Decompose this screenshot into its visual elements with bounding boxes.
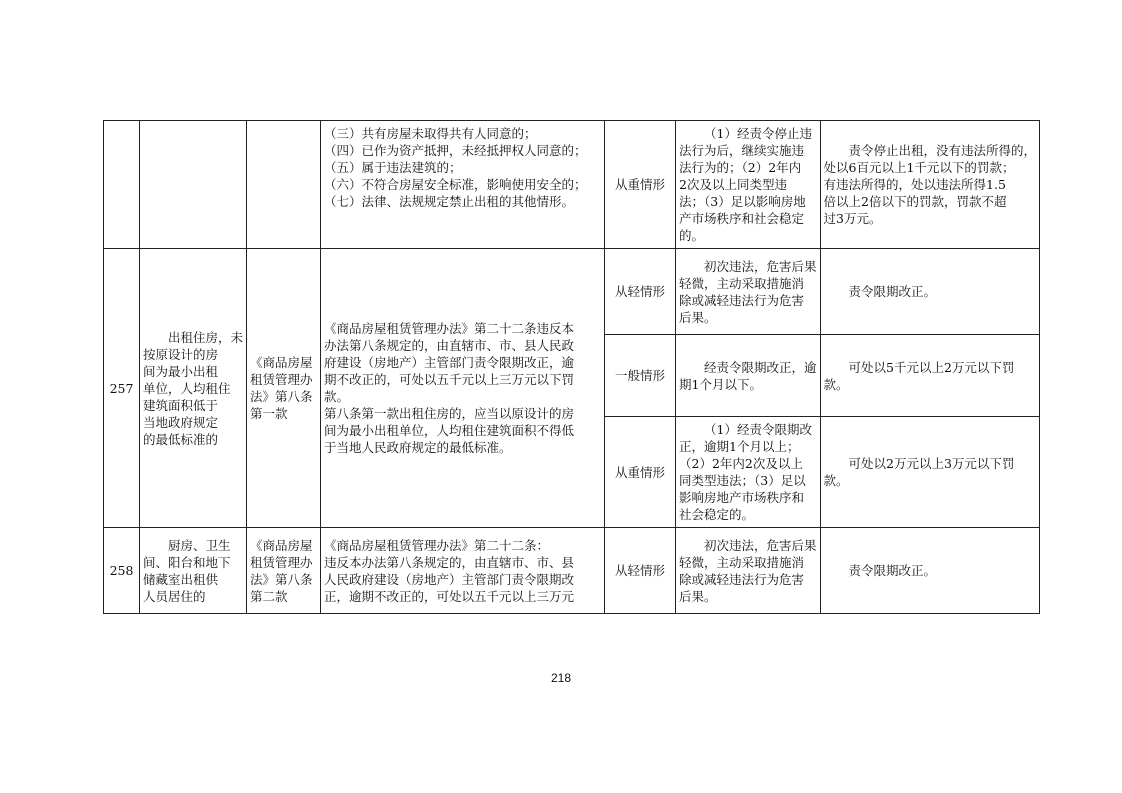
penalty-cell <box>820 249 1040 335</box>
legal-basis-cell <box>247 121 321 249</box>
violation-cell <box>140 121 247 249</box>
law-text-line: 间为最小出租单位，人均租住建筑面积不得低 <box>324 423 575 438</box>
basis-line: 法》第八条 <box>250 389 313 404</box>
penalty-line: 过3万元。 <box>823 211 882 226</box>
item-number-cell: 257 <box>104 249 140 528</box>
condition-line: 初次违法，危害后果 <box>704 258 817 274</box>
basis-line: 法》第八条 <box>250 571 313 587</box>
violation-line: 厨房、卫生 <box>168 537 231 553</box>
circumstance-condition-cell <box>676 335 821 417</box>
law-text-cell <box>321 121 605 249</box>
law-text-line: 款。 <box>324 389 350 404</box>
condition-line: 期1个月以下。 <box>679 376 762 392</box>
violation-cell <box>140 249 247 528</box>
circumstance-condition-cell <box>676 417 821 528</box>
law-text-line: （四）已作为资产抵押，未经抵押权人同意的； <box>324 143 587 158</box>
penalty-cell <box>820 417 1040 528</box>
penalty-cell <box>820 528 1040 614</box>
condition-line: 社会稳定的。 <box>679 507 755 522</box>
violation-line: 建筑面积低于 <box>143 397 219 413</box>
law-text-line: 府建设（房地产）主管部门责令限期改正，逾 <box>324 355 575 370</box>
condition-line: 后果。 <box>679 588 717 604</box>
violation-line: 按原设计的房 <box>143 346 219 362</box>
law-text-line: 《商品房屋租赁管理办法》第二十二条违反本 <box>324 321 575 336</box>
condition-line: 轻微，主动采取措施消 <box>679 554 805 570</box>
violation-cell <box>140 528 247 614</box>
circumstance-level-cell: 从重情形 <box>605 417 676 528</box>
penalty-line: 处以6百元以上1千元以下的罚款； <box>823 160 1015 175</box>
law-text-line: （三）共有房屋未取得共有人同意的； <box>324 126 537 141</box>
penalty-line: 责令停止出租，没有违法所得的， <box>848 143 1037 158</box>
penalty-line: 款。 <box>823 473 849 488</box>
table-row <box>104 249 1040 335</box>
basis-line: 《商品房屋 <box>250 537 313 553</box>
legal-basis-cell <box>247 528 321 614</box>
legal-basis-cell <box>247 249 321 528</box>
condition-line: 2次及以上同类型违 <box>679 177 787 192</box>
law-text-line: （六）不符合房屋安全标准，影响使用安全的； <box>324 177 587 192</box>
violation-line: 的最低标准的 <box>143 431 219 447</box>
violation-line: 间、阳台和地下 <box>143 554 231 570</box>
condition-line: 同类型违法；（3）足以 <box>679 473 806 488</box>
circumstance-condition-cell <box>676 249 821 335</box>
condition-line: （1）经责令停止违 <box>704 126 812 141</box>
penalty-standards-table <box>103 120 1040 614</box>
law-text-line: （七）法律、法规规定禁止出租的其他情形。 <box>324 194 575 209</box>
law-text-line: 人民政府建设（房地产）主管部门责令限期改 <box>324 571 575 587</box>
violation-line: 间为最小出租 <box>143 363 219 379</box>
condition-line: 初次违法，危害后果 <box>704 537 817 553</box>
condition-line: 产市场秩序和社会稳定 <box>679 211 805 226</box>
condition-line: （2）2年内2次及以上 <box>679 456 803 471</box>
law-text-line: 第八条第一款出租住房的，应当以原设计的房 <box>324 406 575 421</box>
law-text-line: 办法第八条规定的，由直辖市、市、县人民政 <box>324 338 575 353</box>
violation-line: 储藏室出租供 <box>143 571 219 587</box>
violation-line: 人员居住的 <box>143 588 206 604</box>
condition-line: 轻微，主动采取措施消 <box>679 275 805 291</box>
penalty-line: 责令限期改正。 <box>848 284 937 299</box>
circumstance-condition-cell <box>676 528 821 614</box>
law-text-line: 于当地人民政府规定的最低标准。 <box>324 440 512 455</box>
condition-line: 影响房地产市场秩序和 <box>679 490 805 505</box>
penalty-cell <box>820 121 1040 249</box>
condition-line: 的。 <box>679 228 705 243</box>
law-text-line: 正，逾期不改正的，可处以五千元以上三万元 <box>324 588 575 604</box>
page-number: 218 <box>550 671 572 685</box>
basis-line: 第一款 <box>250 406 288 421</box>
item-number-cell <box>104 121 140 249</box>
violation-line: 当地政府规定 <box>143 414 219 430</box>
penalty-line: 责令限期改正。 <box>848 563 937 578</box>
penalty-line: 倍以上2倍以下的罚款，罚款不超 <box>823 194 1007 209</box>
law-text-line: 违反本办法第八条规定的，由直辖市、市、县 <box>324 554 575 570</box>
violation-line: 单位，人均租住 <box>143 380 231 396</box>
item-number-cell: 258 <box>104 528 140 614</box>
penalty-line: 有违法所得的，处以违法所得1.5 <box>823 177 1006 192</box>
circumstance-level-cell: 从重情形 <box>605 121 676 249</box>
penalty-line: 款。 <box>823 376 849 392</box>
penalty-line: 可处以5千元以上2万元以下罚 <box>848 359 1015 375</box>
circumstance-condition-cell <box>676 121 821 249</box>
table-row <box>104 528 1040 614</box>
condition-line: 经责令限期改正，逾 <box>704 359 817 375</box>
circumstance-level-cell: 一般情形 <box>605 335 676 417</box>
basis-line: 第二款 <box>250 588 288 604</box>
law-text-cell <box>321 528 605 614</box>
condition-line: 法行为的；（2）2年内 <box>679 160 802 175</box>
penalty-line: 可处以2万元以上3万元以下罚 <box>848 456 1015 471</box>
law-text-line: 《商品房屋租赁管理办法》第二十二条： <box>324 537 550 553</box>
law-text-line: （五）属于违法建筑的； <box>324 160 462 175</box>
basis-line: 租赁管理办 <box>250 554 313 570</box>
violation-line: 出租住房，未 <box>168 329 244 345</box>
law-text-cell <box>321 249 605 528</box>
circumstance-level-cell: 从轻情形 <box>605 249 676 335</box>
condition-line: 法；（3）足以影响房地 <box>679 194 806 209</box>
condition-line: （1）经责令限期改 <box>704 422 812 437</box>
table-row <box>104 121 1040 249</box>
circumstance-level-cell: 从轻情形 <box>605 528 676 614</box>
condition-line: 正，逾期1个月以上； <box>679 439 800 454</box>
penalty-cell <box>820 335 1040 417</box>
law-text-line: 期不改正的，可处以五千元以上三万元以下罚 <box>324 372 575 387</box>
condition-line: 除或减轻违法行为危害 <box>679 292 805 308</box>
condition-line: 后果。 <box>679 309 717 325</box>
condition-line: 法行为后，继续实施违 <box>679 143 805 158</box>
condition-line: 除或减轻违法行为危害 <box>679 571 805 587</box>
basis-line: 《商品房屋 <box>250 355 313 370</box>
basis-line: 租赁管理办 <box>250 372 313 387</box>
